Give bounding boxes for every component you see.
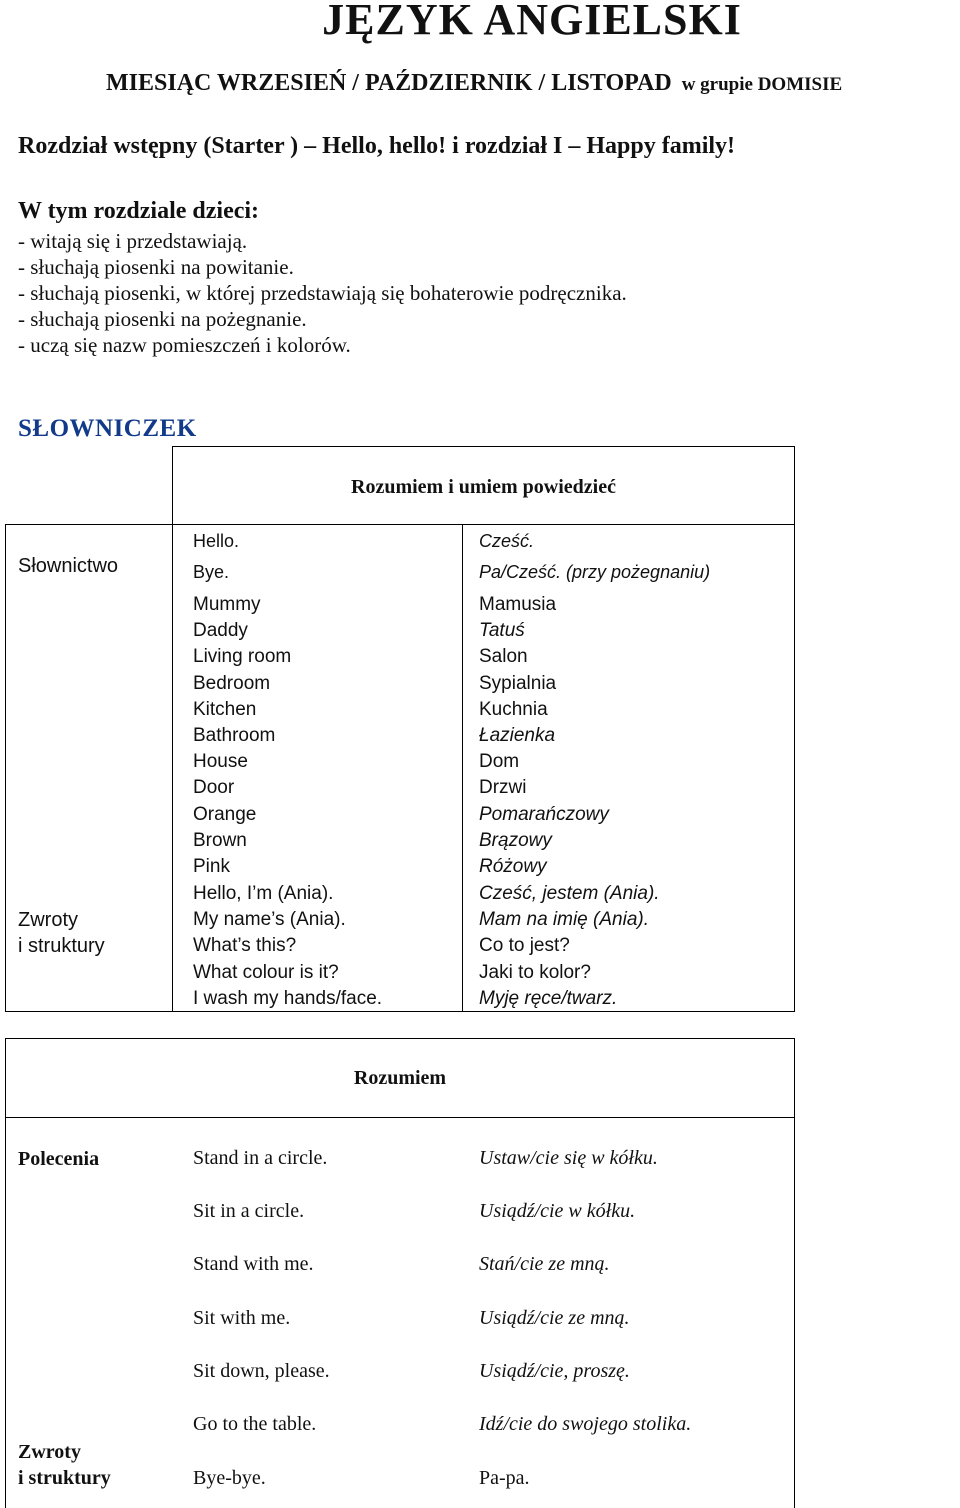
word-en: Daddy — [193, 620, 248, 642]
aim-item: - uczą się nazw pomieszczeń i kolorów. — [18, 333, 351, 357]
word-pl: Cześć. — [479, 531, 535, 551]
word-en: Kitchen — [193, 698, 257, 720]
group-text: w grupie DOMISIE — [681, 74, 843, 95]
chapter-line: Rozdział wstępny (Starter ) – Hello, hello! i rozdział I – Happy family! — [18, 133, 736, 159]
aim-item: - słuchają piosenki na powitanie. — [18, 255, 294, 279]
word-en: Living room — [193, 646, 292, 668]
phrase-pl: Co to jest? — [479, 935, 570, 957]
word-pl: Pa/Cześć. (przy pożegnaniu) — [479, 562, 711, 582]
word-pl: Różowy — [479, 856, 547, 878]
table-header: Rozumiem i umiem powiedzieć — [351, 476, 616, 498]
phrase-en: What’s this? — [193, 935, 297, 957]
command-pl: Pa-pa. — [479, 1467, 530, 1489]
word-pl: Salon — [479, 646, 528, 668]
page-title: JĘZYK ANGIELSKI — [322, 0, 742, 44]
word-en: Mummy — [193, 594, 261, 615]
phrase-pl: Cześć, jestem (Ania). — [479, 883, 660, 904]
table-border — [794, 1038, 795, 1508]
word-pl: Sypialnia — [479, 672, 557, 694]
command-pl: Usiądź/cie w kółku. — [479, 1200, 636, 1222]
phrase-pl: Myję ręce/twarz. — [479, 987, 618, 1009]
phrases-label: Zwroty i struktury — [18, 909, 105, 957]
word-pl: Brązowy — [479, 829, 552, 851]
command-en: Sit in a circle. — [193, 1200, 305, 1222]
table-border — [5, 524, 795, 525]
word-en: Orange — [193, 803, 257, 825]
word-pl: Mamusia — [479, 594, 557, 615]
word-pl: Kuchnia — [479, 698, 548, 720]
vocab-pl-list — [479, 592, 609, 880]
table-border — [172, 524, 173, 1012]
word-en: Door — [193, 777, 235, 799]
aim-item: - słuchają piosenki, w której przedstawiają się bohaterowie podręcznika. — [18, 281, 627, 305]
table-border — [5, 524, 6, 1012]
phrase-pl: Jaki to kolor? — [479, 961, 591, 983]
command-pl: Idź/cie do swojego stolika. — [479, 1413, 692, 1435]
command-en: Bye-bye. — [193, 1467, 266, 1489]
phrase-en: I wash my hands/face. — [193, 987, 383, 1009]
command-pl: Ustaw/cie się w kółku. — [479, 1147, 658, 1169]
word-pl: Pomarańczowy — [479, 803, 609, 825]
word-pl: Dom — [479, 751, 520, 773]
word-en: Pink — [193, 856, 230, 878]
command-en: Sit with me. — [193, 1307, 291, 1329]
word-en: House — [193, 751, 248, 773]
glossary-heading: SŁOWNICZEK — [18, 415, 197, 442]
phrase-en: My name’s (Ania). — [193, 909, 346, 931]
phrase-pl: Mam na imię (Ania). — [479, 909, 649, 931]
aim-item: - słuchają piosenki na pożegnanie. — [18, 307, 307, 331]
month-line — [106, 70, 842, 97]
word-en: Bedroom — [193, 672, 271, 694]
word-en: Bathroom — [193, 725, 276, 747]
phrases-label: Zwroty i struktury — [18, 1441, 111, 1489]
phrases-pl-list — [479, 881, 660, 1012]
command-en: Stand in a circle. — [193, 1147, 328, 1169]
month-text: MIESIĄC WRZESIEŃ / PAŹDZIERNIK / LISTOPAD — [106, 70, 672, 96]
command-pl: Usiądź/cie ze mną. — [479, 1307, 630, 1329]
intro-heading: W tym rozdziale dzieci: — [18, 198, 260, 224]
word-en: Bye. — [193, 562, 230, 582]
aim-item: - witają się i przedstawiają. — [18, 229, 248, 253]
table-border — [5, 1117, 795, 1118]
table-border — [5, 1038, 6, 1508]
word-en: Brown — [193, 829, 247, 851]
word-pl: Tatuś — [479, 620, 525, 642]
table-border — [462, 524, 463, 1012]
command-en: Go to the table. — [193, 1413, 317, 1435]
command-en: Stand with me. — [193, 1253, 314, 1275]
command-pl: Stań/cie ze mną. — [479, 1253, 610, 1275]
command-pl: Usiądź/cie, proszę. — [479, 1360, 630, 1382]
phrase-en: What colour is it? — [193, 961, 339, 983]
word-en: Hello. — [193, 531, 240, 551]
vocab-label: Słownictwo — [18, 555, 119, 577]
phrases-en-list — [193, 881, 382, 1012]
phrase-en: Hello, I’m (Ania). — [193, 883, 334, 904]
command-en: Sit down, please. — [193, 1360, 330, 1382]
table-border — [794, 446, 795, 1012]
commands-label: Polecenia — [18, 1148, 100, 1170]
word-pl: Drzwi — [479, 777, 527, 799]
table-border — [172, 446, 795, 447]
word-pl: Łazienka — [479, 725, 556, 747]
aims-list — [18, 228, 627, 358]
vocab-en-list — [193, 592, 291, 880]
table-header: Rozumiem — [353, 1067, 447, 1089]
table-border — [5, 1011, 795, 1012]
table-border — [5, 1038, 795, 1039]
